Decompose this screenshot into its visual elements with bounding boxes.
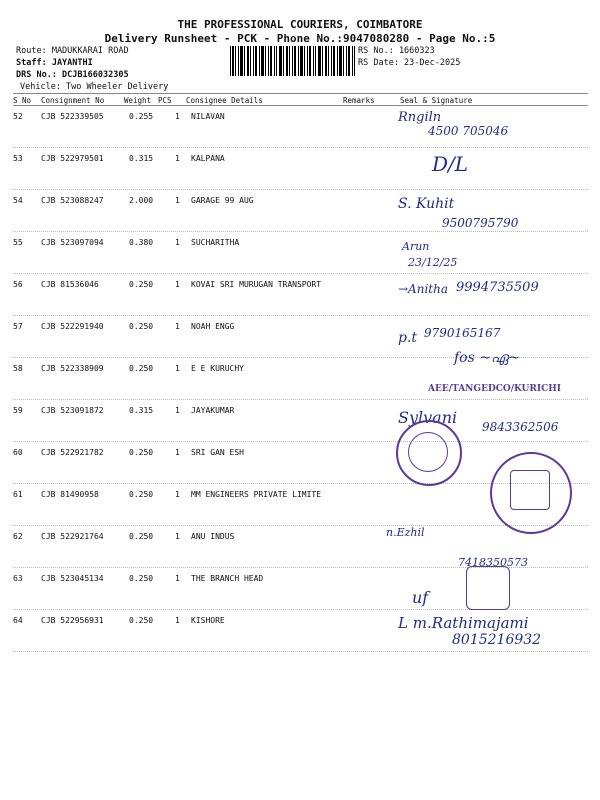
row-consignment: CJB 522921782 [41,448,104,457]
row-pcs: 1 [175,616,180,625]
row-sno: 54 [13,196,23,205]
signature-63: uf [412,588,429,607]
col-seal: Seal & Signature [400,96,473,105]
runsheet-subtitle: Delivery Runsheet - PCK - Phone No.:9047080280 - Page No.:5 [104,32,496,45]
sig-53-mark: D/L [432,152,469,176]
signature-56: →Anitha [398,282,448,296]
row-sno: 61 [13,490,23,499]
row-consignment: CJB 522338909 [41,364,104,373]
row-details: NOAH ENGG [191,322,235,331]
row-consignment: CJB 523097094 [41,238,104,247]
row-details: SUCHARITHA [191,238,240,247]
row-details: JAYAKUMAR [191,406,235,415]
col-sno: S No [13,96,32,105]
row-consignment: CJB 523091872 [41,406,104,415]
col-details: Consignee Details [186,96,263,105]
signature-54: S. Kuhit [398,196,455,212]
sig-62-name: n.Ezhil [386,526,425,539]
row-sno: 64 [13,616,23,625]
row-pcs: 1 [175,448,180,457]
row-consignment: CJB 522291940 [41,322,104,331]
row-details: KALPANA [191,154,225,163]
row-weight: 0.250 [129,490,154,499]
sig-54-number: 9500795790 [442,216,519,230]
signature-64: L m.Rathimajami [398,614,529,632]
row-details: KISHORE [191,616,225,625]
branch-stamp [466,566,510,610]
row-pcs: 1 [175,490,180,499]
row-consignment: CJB 522339505 [41,112,104,121]
signature-55: Arun [402,240,430,253]
row-details: MM ENGINEERS PRIVATE LIMITE [191,490,322,499]
row-pcs: 1 [175,154,180,163]
sig-59-number: 9843362506 [482,420,559,434]
row-details: KOVAI SRI MURUGAN TRANSPORT [191,280,322,289]
row-pcs: 1 [175,196,180,205]
row-pcs: 1 [175,364,180,373]
sig-63-number: 7418350573 [458,556,528,569]
row-consignment: CJB 522956931 [41,616,104,625]
signature-57: p.t [398,330,418,346]
row-pcs: 1 [175,574,180,583]
row-weight: 0.250 [129,280,154,289]
route-label: Route: MADUKKARAI ROAD [16,46,129,56]
row-sno: 63 [13,574,23,583]
row-details: NILAVAN [191,112,225,121]
row-weight: 0.255 [129,112,154,121]
sig-55-date: 23/12/25 [408,256,458,269]
sig-58-seal-text: AEE/TANGEDCO/KURICHI [428,384,561,394]
row-sno: 62 [13,532,23,541]
signature-52: Rngiln [398,110,442,125]
row-pcs: 1 [175,322,180,331]
row-details: THE BRANCH HEAD [191,574,264,583]
header-top-rule [13,93,588,94]
company-seal-inner [408,432,448,472]
col-pcs: PCS [158,96,172,105]
row-weight: 0.250 [129,532,154,541]
row-weight: 0.250 [129,448,154,457]
col-weight: Weight [124,96,152,105]
row-sno: 55 [13,238,23,247]
sig-52-number: 4500 705046 [428,124,509,138]
row-weight: 0.250 [129,616,154,625]
signature-58: fos ~ഏ~ [454,350,520,366]
sig-57-number: 9790165167 [424,326,501,340]
row-consignment: CJB 523088247 [41,196,104,205]
row-consignment: CJB 81536046 [41,280,99,289]
row-sno: 58 [13,364,23,373]
staff-label: Staff: JAYANTHI [16,58,93,68]
row-details: ANU INDUS [191,532,235,541]
row-weight: 0.315 [129,406,154,415]
row-consignment: CJB 523045134 [41,574,104,583]
row-details: GARAGE 99 AUG [191,196,254,205]
row-details: E E KURUCHY [191,364,244,373]
vehicle-label: Vehicle: Two Wheeler Delivery [20,82,169,92]
col-remarks: Remarks [343,96,375,105]
row-sno: 60 [13,448,23,457]
row-weight: 0.380 [129,238,154,247]
row-consignment: CJB 522979501 [41,154,104,163]
row-sno: 56 [13,280,23,289]
row-pcs: 1 [175,112,180,121]
row-weight: 0.250 [129,322,154,331]
company-title: THE PROFESSIONAL COURIERS, COIMBATORE [177,18,423,31]
row-pcs: 1 [175,238,180,247]
row-consignment: CJB 522921764 [41,532,104,541]
sig-64-number: 8015216932 [452,632,542,648]
row-pcs: 1 [175,280,180,289]
row-details: SRI GAN ESH [191,448,244,457]
row-weight: 0.250 [129,364,154,373]
sig-56-number: 9994735509 [456,280,539,295]
row-weight: 0.315 [129,154,154,163]
table-row [13,148,588,190]
barcode [230,46,355,76]
row-pcs: 1 [175,406,180,415]
col-consignment: Consignment No [41,96,105,105]
row-sno: 52 [13,112,23,121]
drs-label: DRS No.: DCJB166032305 [16,70,129,80]
row-sno: 59 [13,406,23,415]
row-sno: 57 [13,322,23,331]
row-pcs: 1 [175,532,180,541]
rs-date: RS Date: 23-Dec-2025 [358,58,461,68]
rs-number: RS No.: 1660323 [358,46,435,56]
row-divider [13,651,588,652]
mm-seal-logo [510,470,550,510]
row-weight: 2.000 [129,196,154,205]
row-weight: 0.250 [129,574,154,583]
signature-59: Sylvani [398,408,458,427]
row-consignment: CJB 81490958 [41,490,99,499]
row-sno: 53 [13,154,23,163]
table-row [13,232,588,274]
